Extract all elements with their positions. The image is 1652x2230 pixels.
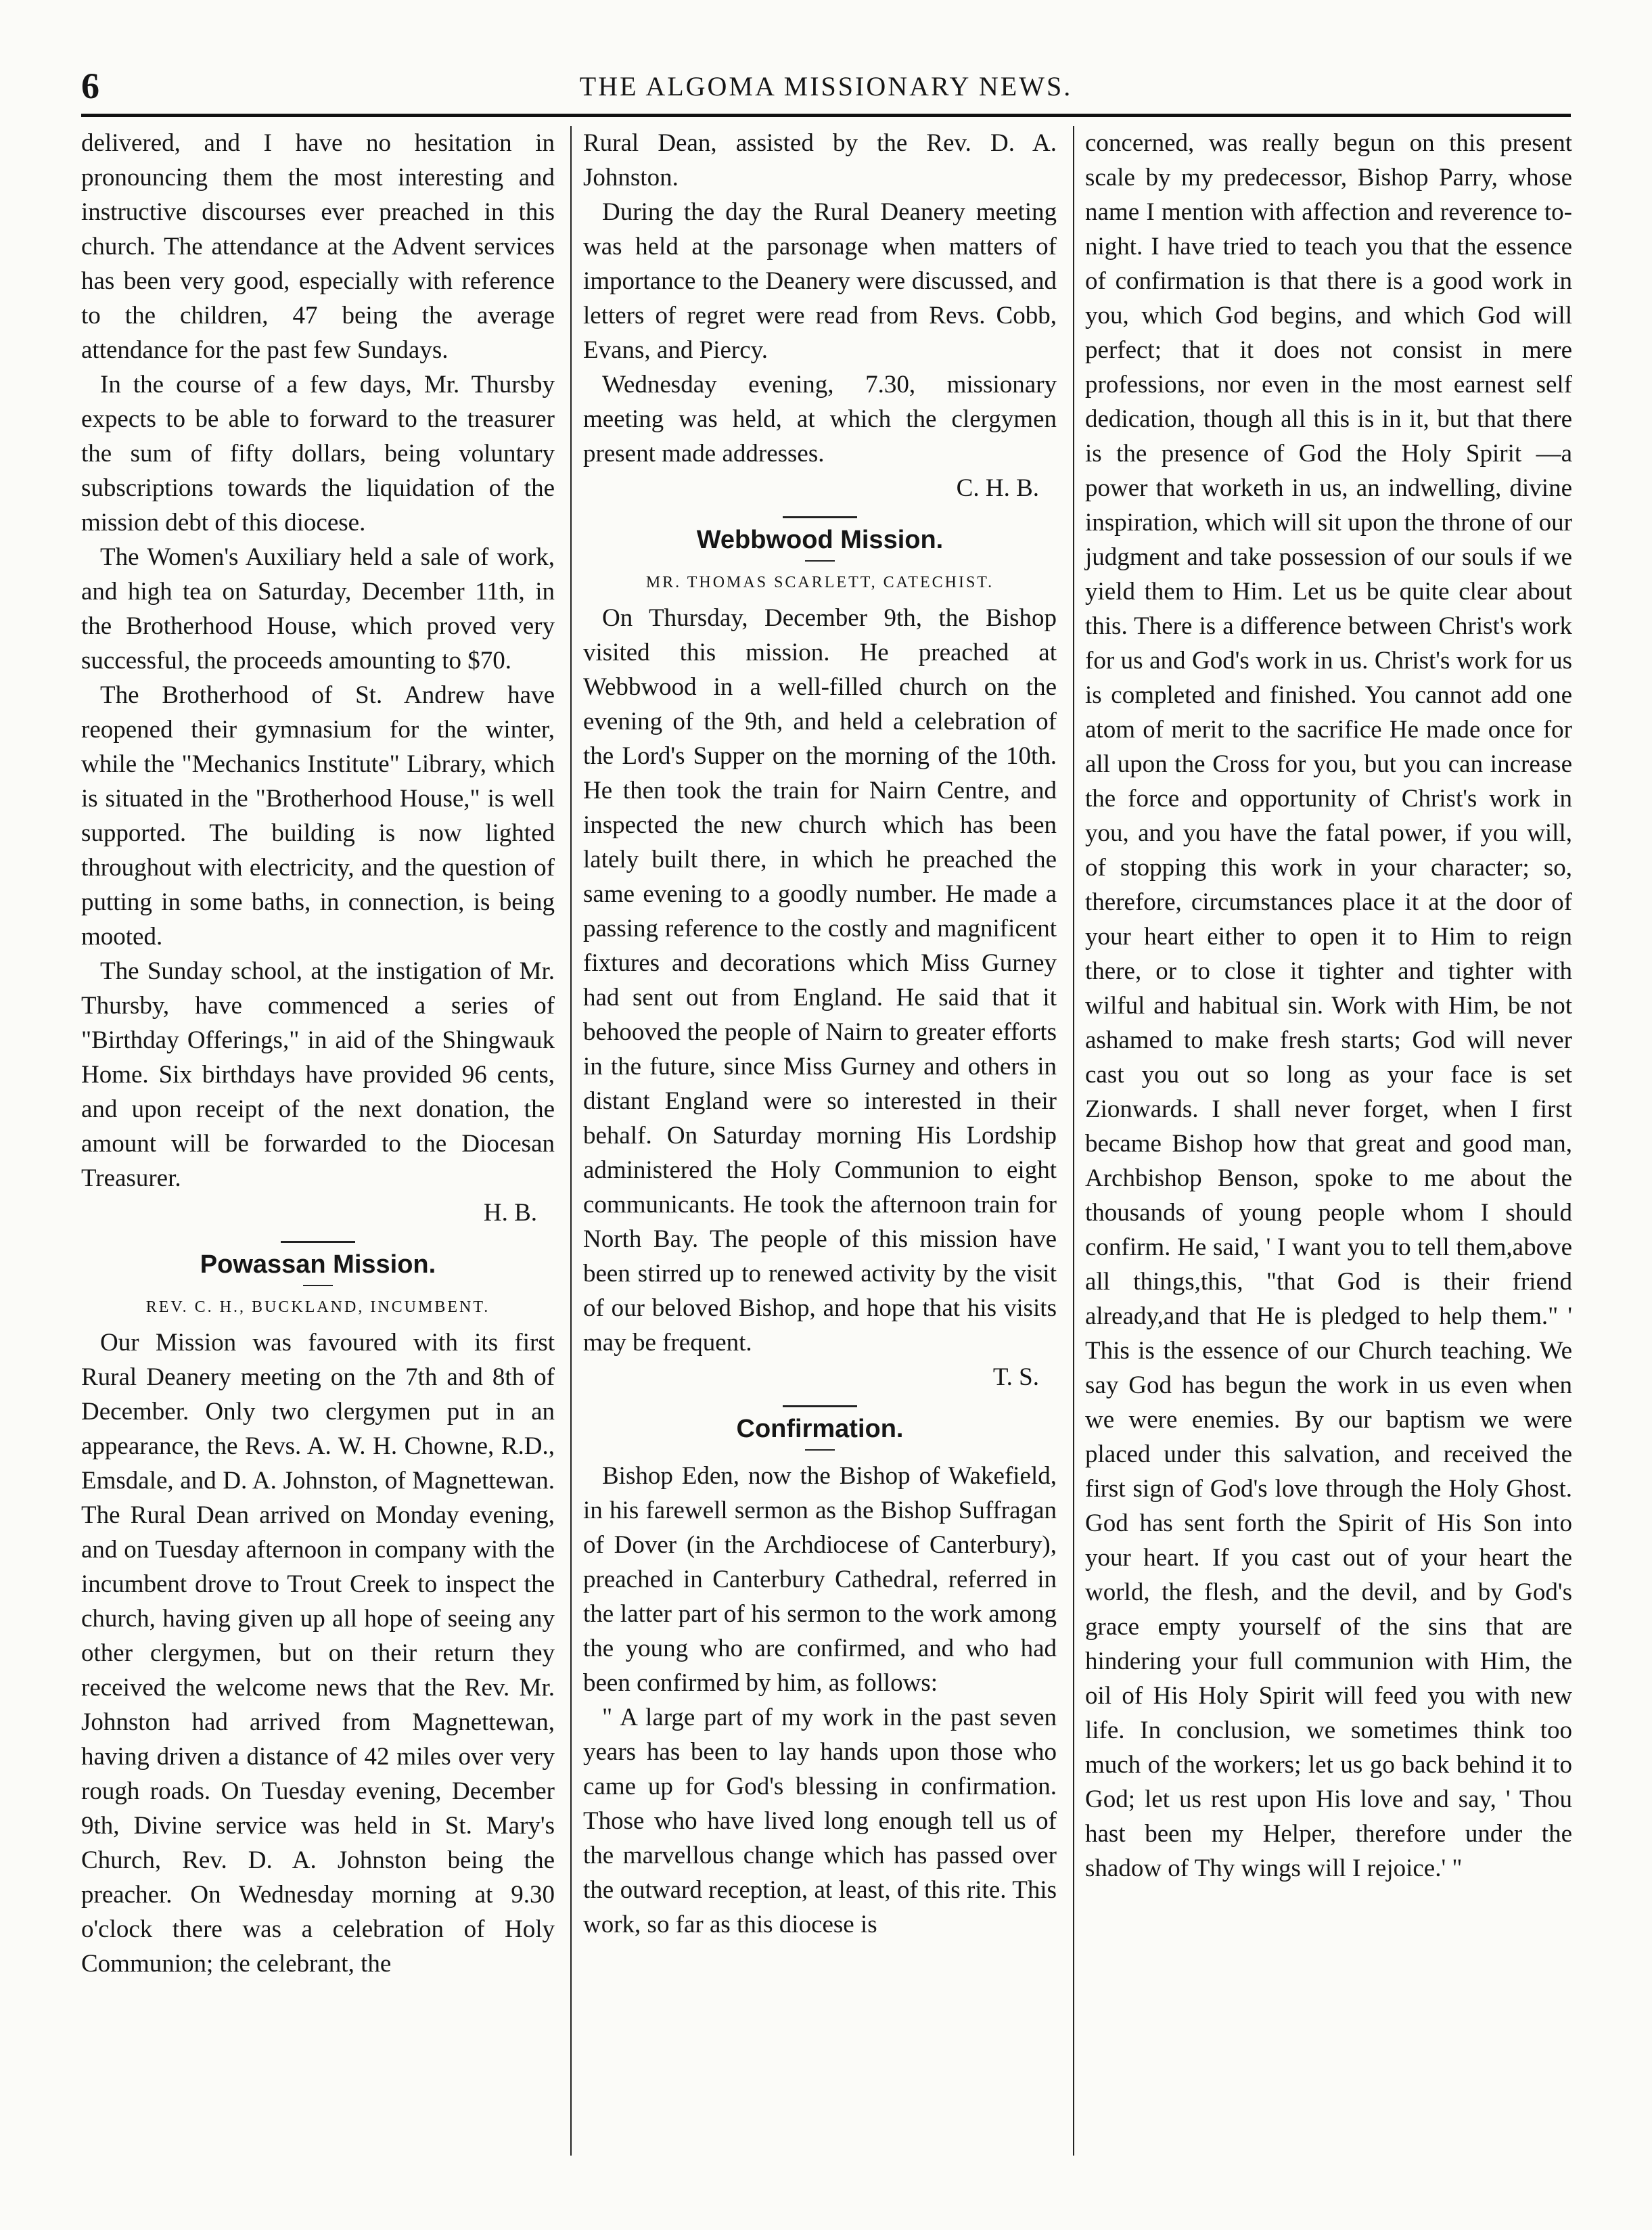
signature: T. S. [992, 1363, 1039, 1391]
column-3 [1085, 126, 1572, 1886]
header-rule [81, 114, 1571, 117]
column-divider-2 [1073, 126, 1074, 2156]
section-divider [281, 1241, 355, 1243]
paragraph: The Women's Auxiliary held a sale of work, and high tea on Saturday, December 11th, in the Brotherhood House, which proved very successful, the proceeds amounting to $70. [81, 543, 555, 675]
masthead-title: THE ALGOMA MISSIONARY NEWS. [579, 71, 1073, 101]
heading-rule [303, 1285, 333, 1286]
paragraph: " A large part of my work in the past seven years has been to lay hands upon those who came up for God's blessing in confirmation. Those who have lived long enough tell us of the marvellous change which has passed over the outward reception, at least, of this rite. This work, so far as this diocese is [583, 1704, 1057, 1938]
paragraph: In the course of a few days, Mr. Thursby expects to be able to forward to the treasurer the sum of fifty dollars, being voluntary subscriptions towards the liquidation of the mission debt of this diocese. [81, 371, 555, 537]
signature: C. H. B. [956, 474, 1039, 502]
signature: H. B. [483, 1199, 537, 1227]
section-divider [783, 516, 857, 518]
section-heading-webbwood: Webbwood Mission. [696, 526, 944, 554]
paragraph: delivered, and I have no hesitation in pronouncing them the most interesting and instructive discourses ever preached in this church. The attendance at the Advent services has been very good, especially with reference to the children, 47 being the average attendance for the past few Sundays. [81, 129, 555, 364]
paragraph: The Sunday school, at the instigation of Mr. Thursby, have commenced a series of "Birthday Offerings," in aid of the Shingwauk Home. Six birthdays have provided 96 cents, and upon receipt of the next donation, the amount will be forwarded to the Diocesan Treasurer. [81, 957, 555, 1192]
byline: REV. C. H., BUCKLAND, INCUMBENT. [145, 1298, 490, 1316]
page-number: 6 [81, 66, 99, 106]
column-divider-1 [570, 126, 572, 2156]
column-2 [583, 126, 1057, 1942]
section-divider [783, 1405, 857, 1407]
section-heading-confirmation: Confirmation. [736, 1415, 904, 1443]
heading-rule [805, 1449, 835, 1451]
paragraph: Our Mission was favoured with its first Rural Deanery meeting on the 7th and 8th of December. Only two clergymen put in an appearance, the Revs. A. W. H. Chowne, R.D., Emsdale, and D. A. Johnston, of Magnettewan. The Rural Dean arrived on Monday evening, and on Tuesday afternoon in company with the incumbent drove to Trout Creek to inspect the church, having given up all hope of seeing any other clergymen, but on their return they received the welcome news that the Rev. Mr. Johnston had arrived from Magnettewan, having driven a distance of 42 miles over very rough roads. On Tuesday evening, December 9th, Divine service was held in St. Mary's Church, Rev. D. A. Johnston being the preacher. On Wednesday morning at 9.30 o'clock there was a celebration of Holy Communion; the celebrant, the [81, 1329, 555, 1978]
paragraph: concerned, was really begun on this present scale by my predecessor, Bishop Parry, whose name I mention with affection and reverence to-night. I have tried to teach you that the essence of confirmation is that there is a good work in you, which God begins, and which God will perfect; that it does not consist in mere professions, nor even in the most earnest self dedication, though all this is in it, but that there is the presence of God the Holy Spirit —a power that worketh in us, an indwelling, divine inspiration, which will sit upon the throne of our judgment and take possession of our souls if we yield them to Him. Let us be quite clear about this. There is a difference between Christ's work for us and God's work in us. Christ's work for us is completed and finished. You cannot add one atom of merit to the sacrifice He made once for all upon the Cross for you, but you can increase the force and opportunity of Christ's work in you, and you have the fatal power, if you will, of stopping this work in your character; so, therefore, circumstances place it at the door of your heart either to open it to Him to reign there, or to close it tighter and tighter with wilful and habitual sin. Work with Him, be not ashamed to make fresh starts; God will never cast you out so long as your face is set Zionwards. I shall never forget, when I first became Bishop how that great and good man, Archbishop Benson, spoke to me about the thousands of young people whom I should confirm. He said, ' I want you to tell them,above all things,this, "that God is their friend already,and that He is pledged to help them." ' This is the essence of our Church teaching. We say God has begun the work in us even when we were enemies. By our baptism we were placed under this salvation, and received the first sign of God's love through the Holy Ghost. God has sent forth the Spirit of His Son into your heart. If you cast out of your heart the world, the flesh, and the devil, and by God's grace empty yourself of the sins that are hindering your full communion with Him, the oil of His Holy Spirit will feed you with new life. In conclusion, we sometimes think too much of the workers; let us go back behind it to God; let us rest upon His love and say, ' Thou hast been my Helper, therefore under the shadow of Thy wings will I rejoice.' " [1085, 129, 1572, 1882]
paragraph: On Thursday, December 9th, the Bishop visited this mission. He preached at Webbwood in a well-filled church on the evening of the 9th, and held a celebration of the Lord's Supper on the morning of the 10th. He then took the train for Nairn Centre, and inspected the new church which has been lately built there, in which he preached the same evening to a goodly number. He made a passing reference to the costly and magnificent fixtures and decorations which Miss Gurney had sent out from England. He said that it behooved the people of Nairn to greater efforts in the future, since Miss Gurney and others in distant England were so interested in their behalf. On Saturday morning His Lordship administered the Holy Communion to eight communicants. He took the afternoon train for North Bay. The people of this mission have been stirred up to renewed activity by the visit of our beloved Bishop, and hope that his visits may be frequent. [583, 604, 1057, 1357]
paragraph: Wednesday evening, 7.30, missionary meeting was held, at which the clergymen present made addresses. [583, 371, 1057, 468]
paragraph: Bishop Eden, now the Bishop of Wakefield, in his farewell sermon as the Bishop Suffragan of Dover (in the Archdiocese of Canterbury), preached in Canterbury Cathedral, referred in the latter part of his sermon to the work among the young who are confirmed, and who had been confirmed by him, as follows: [583, 1462, 1057, 1697]
column-1 [81, 126, 555, 1981]
paragraph: During the day the Rural Deanery meeting was held at the parsonage when matters of importance to the Deanery were discussed, and letters of regret were read from Revs. Cobb, Evans, and Piercy. [583, 198, 1057, 364]
byline: MR. THOMAS SCARLETT, CATECHIST. [645, 574, 994, 591]
paragraph: The Brotherhood of St. Andrew have reopened their gymnasium for the winter, while the "Mechanics Institute" Library, which is situated in the "Brotherhood House," is well supported. The building is now lighted throughout with electricity, and the question of putting in some baths, in connection, is being mooted. [81, 681, 555, 951]
heading-rule [805, 560, 835, 562]
paragraph: Rural Dean, assisted by the Rev. D. A. Johnston. [583, 129, 1057, 191]
section-heading-powassan: Powassan Mission. [200, 1250, 436, 1279]
